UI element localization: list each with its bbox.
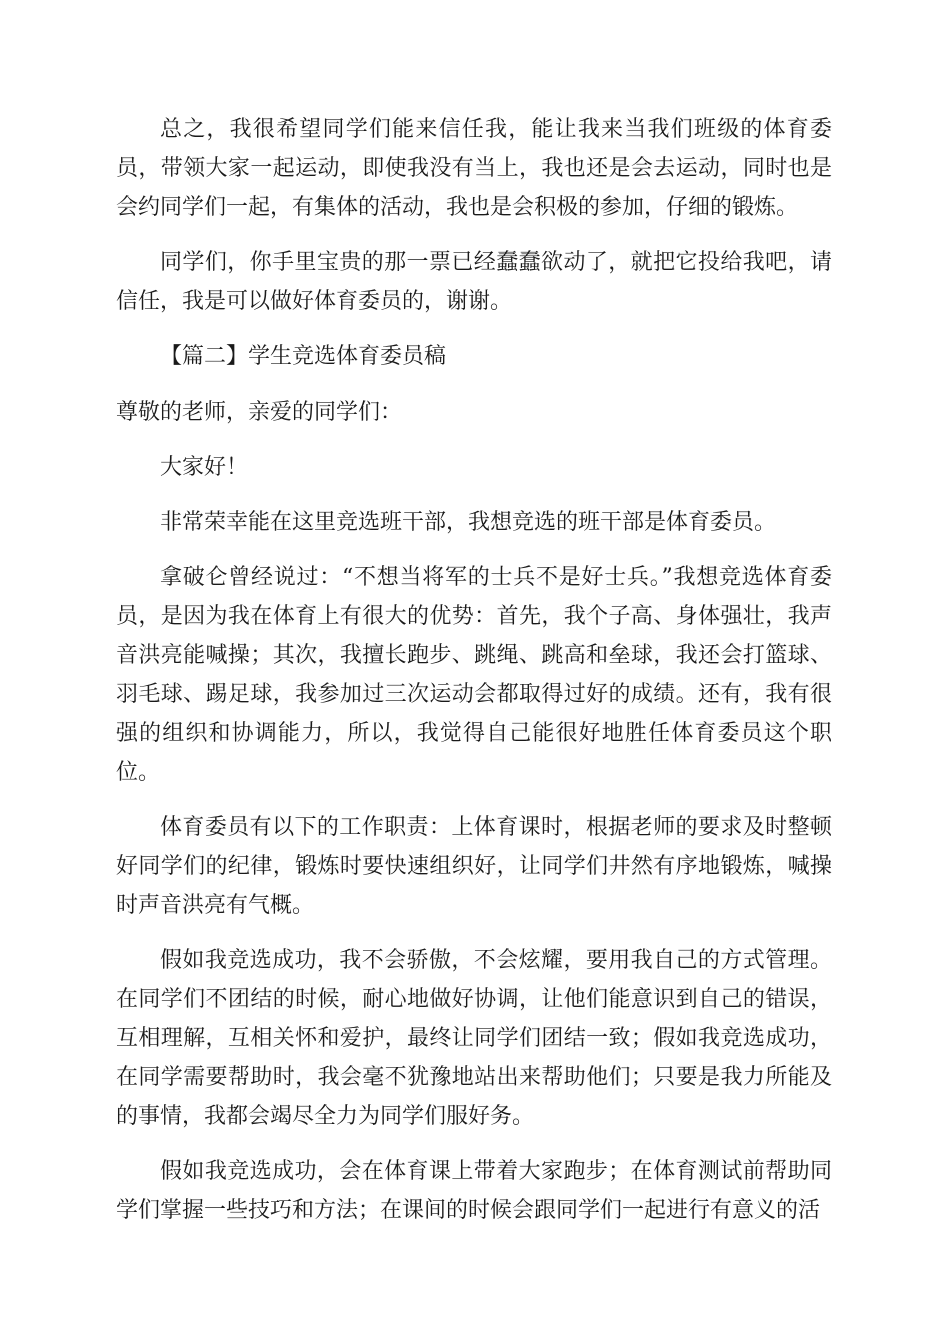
paragraph-conclusion: 总之，我很希望同学们能来信任我，能让我来当我们班级的体育委员，带领大家一起运动，即使我没有当上，我也还是会去运动，同时也是会约同学们一起，有集体的活动，我也是会积极的参加，仔细的锻炼。 [116, 117, 832, 220]
paragraph-intro: 非常荣幸能在这里竞选班干部，我想竞选的班干部是体育委员。 [160, 510, 777, 535]
greeting: 大家好！ [160, 455, 249, 480]
salutation: 尊敬的老师，亲爱的同学们： [116, 400, 403, 425]
paragraph-advantages: 拿破仑曾经说过：“不想当将军的士兵不是好士兵。”我想竞选体育委员，是因为我在体育上有很大的优势：首先，我个子高、身体强壮，我声音洪亮能喊操；其次，我擅长跑步、跳绳、跳高和垒球，我还会打篮球、羽毛球、踢足球，我参加过三次运动会都取得过好的成绩。还有，我有很强的组织和协调能力，所以，我觉得自己能很好地胜任体育委员这个职位。 [116, 565, 832, 785]
document-body [116, 110, 832, 1246]
paragraph-plans: 假如我竞选成功，会在体育课上带着大家跑步；在体育测试前帮助同学们掌握一些技巧和方法；在课间的时候会跟同学们一起进行有意义的活 [116, 1159, 832, 1223]
paragraph-management: 假如我竞选成功，我不会骄傲，不会炫耀，要用我自己的方式管理。在同学们不团结的时候，耐心地做好协调，让他们能意识到自己的错误，互相理解，互相关怀和爱护，最终让同学们团结一致；假如我竞选成功，在同学需要帮助时，我会毫不犹豫地站出来帮助他们；只要是我力所能及的事情，我都会竭尽全力为同学们服好务。 [116, 948, 832, 1129]
paragraph-duties: 体育委员有以下的工作职责：上体育课时，根据老师的要求及时整顿好同学们的纪律，锻炼时要快速组织好，让同学们井然有序地锻炼，喊操时声音洪亮有气概。 [116, 815, 832, 918]
section-heading: 【篇二】学生竞选体育委员稿 [160, 344, 447, 369]
paragraph-vote-appeal: 同学们，你手里宝贵的那一票已经蠢蠢欲动了，就把它投给我吧，请信任，我是可以做好体育委员的，谢谢。 [116, 250, 832, 314]
